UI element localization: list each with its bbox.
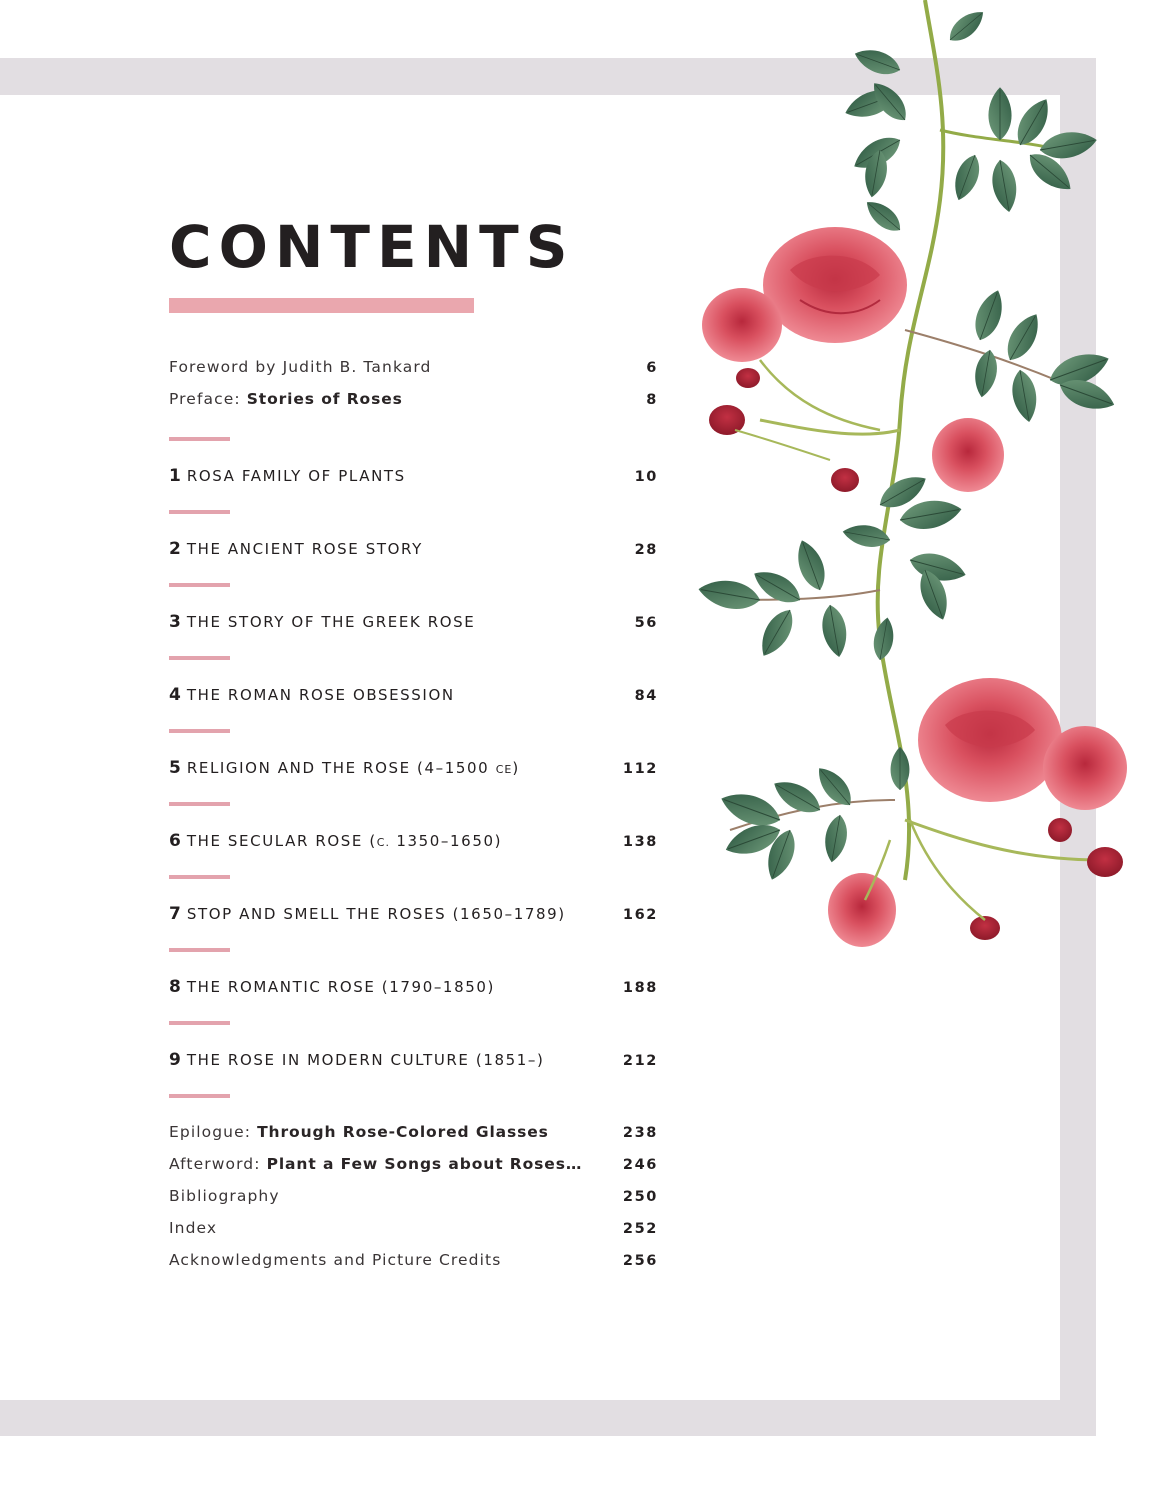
toc-page-number: 8 (646, 392, 658, 408)
toc-page-number: 10 (634, 469, 658, 485)
toc-entry-preface[interactable] (169, 390, 658, 412)
section-divider (169, 1094, 230, 1098)
section-divider (169, 583, 230, 587)
toc-page-number: 162 (622, 907, 658, 923)
toc-page-number: 238 (622, 1125, 658, 1141)
toc-entry-label: Bibliography (169, 1187, 280, 1205)
toc-chapter-label: 7 STOP AND SMELL THE ROSES (1650–1789) (169, 904, 566, 924)
toc-page-number: 246 (622, 1157, 658, 1173)
toc-page-number: 6 (646, 360, 658, 376)
toc-page-number: 188 (622, 980, 658, 996)
toc-page-number: 212 (622, 1053, 658, 1069)
toc-entry-acknowledgments[interactable] (169, 1251, 658, 1273)
toc-chapter-2[interactable] (169, 539, 658, 561)
toc-chapter-label: 4 THE ROMAN ROSE OBSESSION (169, 685, 455, 705)
section-divider (169, 875, 230, 879)
toc-entry-label: Foreword by Judith B. Tankard (169, 358, 432, 376)
toc-entry-index[interactable] (169, 1219, 658, 1241)
toc-page-number: 252 (622, 1221, 658, 1237)
toc-chapter-5[interactable] (169, 758, 658, 780)
toc-entry-label: Index (169, 1219, 218, 1237)
toc-entry-label: Epilogue: Through Rose-Colored Glasses (169, 1123, 549, 1141)
toc-entry-label: Afterword: Plant a Few Songs about Roses… (169, 1155, 583, 1173)
toc-entry-foreword[interactable] (169, 358, 658, 380)
toc-page-number: 56 (634, 615, 658, 631)
section-divider (169, 1021, 230, 1025)
toc-chapter-3[interactable] (169, 612, 658, 634)
toc-page-number: 250 (622, 1189, 658, 1205)
toc-entry-afterword[interactable] (169, 1155, 658, 1177)
title-underline-bar (169, 298, 474, 313)
toc-chapter-7[interactable] (169, 904, 658, 926)
section-divider (169, 437, 230, 441)
rose-vine-illustration (680, 0, 1158, 960)
toc-chapter-label: 5 RELIGION AND THE ROSE (4–1500 CE) (169, 758, 520, 778)
toc-page-number: 84 (634, 688, 658, 704)
section-divider (169, 656, 230, 660)
toc-chapter-label: 8 THE ROMANTIC ROSE (1790–1850) (169, 977, 495, 997)
toc-entry-label: Acknowledgments and Picture Credits (169, 1251, 502, 1269)
toc-chapter-label: 9 THE ROSE IN MODERN CULTURE (1851–) (169, 1050, 545, 1070)
toc-chapter-1[interactable] (169, 466, 658, 488)
toc-chapter-label: 2 THE ANCIENT ROSE STORY (169, 539, 423, 559)
toc-entry-label: Preface: Stories of Roses (169, 390, 403, 408)
toc-entry-epilogue[interactable] (169, 1123, 658, 1145)
section-divider (169, 729, 230, 733)
toc-page-number: 28 (634, 542, 658, 558)
toc-entry-bibliography[interactable] (169, 1187, 658, 1209)
toc-chapter-label: 6 THE SECULAR ROSE (C. 1350–1650) (169, 831, 503, 851)
toc-page-number: 138 (622, 834, 658, 850)
page-title: CONTENTS (169, 213, 575, 281)
toc-chapter-label: 3 THE STORY OF THE GREEK ROSE (169, 612, 476, 632)
section-divider (169, 802, 230, 806)
frame-bottom-band (0, 1400, 1096, 1436)
rose-medium-upper-left (702, 288, 782, 362)
toc-chapter-9[interactable] (169, 1050, 658, 1072)
toc-chapter-label: 1 ROSA FAMILY OF PLANTS (169, 466, 406, 486)
rose-large-lower (918, 678, 1062, 802)
toc-chapter-8[interactable] (169, 977, 658, 999)
toc-chapter-6[interactable] (169, 831, 658, 853)
section-divider (169, 510, 230, 514)
section-divider (169, 948, 230, 952)
toc-chapter-4[interactable] (169, 685, 658, 707)
rose-large-upper (763, 227, 907, 343)
toc-page-number: 112 (622, 761, 658, 777)
toc-page-number: 256 (622, 1253, 658, 1269)
